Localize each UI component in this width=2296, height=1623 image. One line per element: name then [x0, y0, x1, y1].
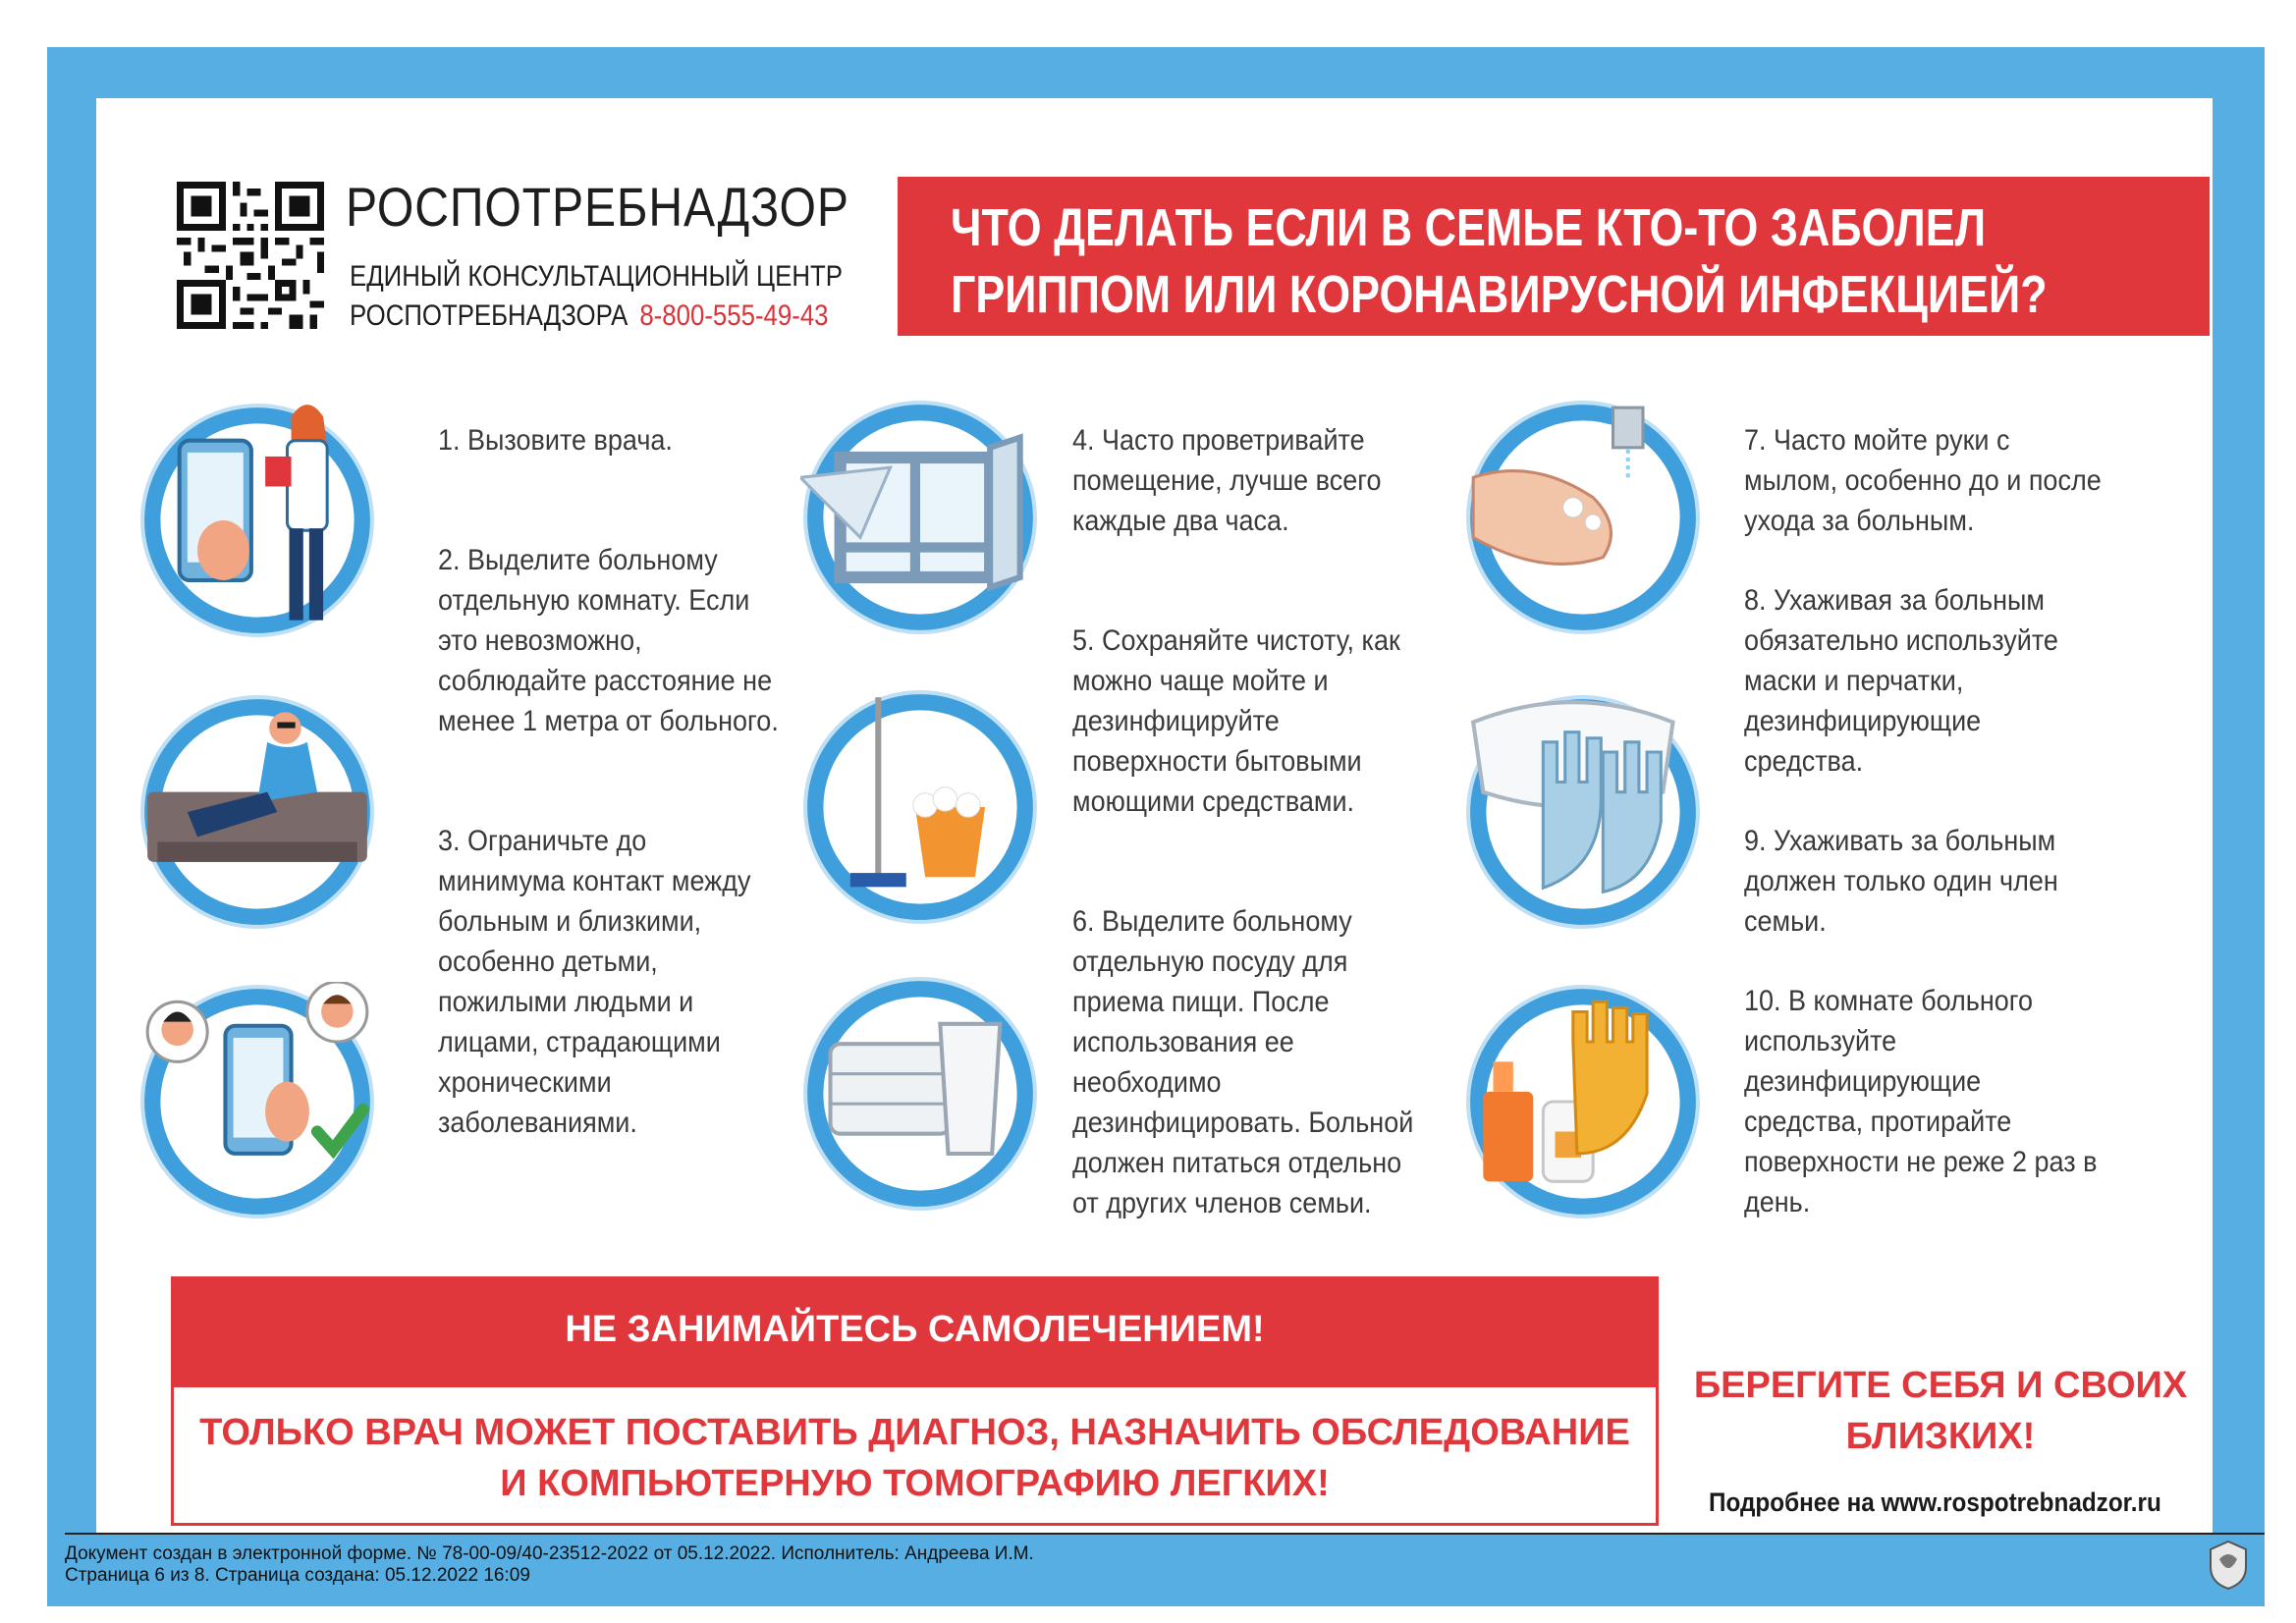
step-6: 6. Выделите больному отдельную посуду для приема пищи. После использования ее необходимо дезинфицировать. Больной должен питаться отдельно от других членов семьи.	[1072, 905, 1414, 1219]
step-9: 9. Ухаживать за больным должен только один член семьи.	[1744, 825, 2058, 938]
limited-contact-icon	[137, 982, 377, 1221]
take-care-slogan: БЕРЕГИТЕ СЕБЯ И СВОИХ БЛИЗКИХ!	[1693, 1365, 2188, 1457]
step-2: 2. Выделите больному отдельную комнату. Если это невозможно, соблюдайте расстояние не менее 1 метра от больного.	[438, 544, 779, 737]
title-banner	[898, 177, 2210, 336]
poster-title: ЧТО ДЕЛАТЬ ЕСЛИ В СЕМЬЕ КТО-ТО ЗАБОЛЕЛ ГРИППОМ ИЛИ КОРОНАВИРУСНОЙ ИНФЕКЦИЕЙ?	[951, 198, 2048, 324]
warning-banner-header	[174, 1279, 1656, 1387]
step-8: 8. Ухаживая за больным обязательно используйте маски и перчатки, дезинфицирующие средства.	[1744, 584, 2058, 778]
step-5: 5. Сохраняйте чистоту, как можно чаще мойте и дезинфицируйте поверхности бытовыми моющими средствами.	[1072, 624, 1400, 818]
coat-of-arms-icon	[2204, 1538, 2253, 1593]
step-10: 10. В комнате больного используйте дезинфицирующие средства, протирайте поверхности не реже 2 раз в день.	[1744, 985, 2098, 1218]
more-info-link[interactable]: Подробнее на www.rospotrebnadzor.ru	[1709, 1488, 2161, 1517]
footer-divider	[65, 1533, 2265, 1535]
consult-center-line2: РОСПОТРЕБНАДЗОРА 8-800-555-49-43	[350, 299, 829, 332]
footer-page-info: Страница 6 из 8. Страница создана: 05.12.2022 16:09	[65, 1565, 530, 1586]
step-1: 1. Вызовите врача.	[438, 424, 673, 457]
step-4: 4. Часто проветривайте помещение, лучше всего каждые два часа.	[1072, 424, 1382, 537]
footer-document-info: Документ создан в электронной форме. № 78-00-09/40-23512-2022 от 05.12.2022. Исполнитель: Андреева И.М.	[65, 1543, 1034, 1564]
step-7: 7. Часто мойте руки с мылом, особенно до и после ухода за больным.	[1744, 424, 2102, 537]
doctor-only-text: ТОЛЬКО ВРАЧ МОЖЕТ ПОСТАВИТЬ ДИАГНОЗ, НАЗНАЧИТЬ ОБСЛЕДОВАНИЕ И КОМПЬЮТЕРНУЮ ТОМОГРАФИЮ ЛЕГКИХ!	[199, 1412, 1630, 1504]
hotline-phone: 8-800-555-49-43	[639, 299, 829, 332]
dishes-icon	[800, 974, 1040, 1214]
mop-bucket-icon	[800, 687, 1040, 927]
no-self-treatment-heading: НЕ ЗАНИМАЙТЕСЬ САМОЛЕЧЕНИЕМ!	[565, 1309, 1265, 1350]
sick-person-sofa-icon	[137, 692, 377, 932]
hand-washing-icon	[1463, 398, 1703, 637]
warning-banner	[171, 1276, 1659, 1526]
qr-code	[177, 182, 324, 329]
mask-gloves-icon	[1463, 692, 1703, 932]
call-doctor-icon	[137, 401, 377, 640]
consult-center-line1: ЕДИНЫЙ КОНСУЛЬТАЦИОННЫЙ ЦЕНТР	[350, 260, 843, 293]
disinfectant-icon	[1463, 982, 1703, 1221]
window-ventilation-icon	[800, 398, 1040, 637]
step-3: 3. Ограничьте до минимума контакт между больным и близкими, особенно детьми, пожилыми людьми и лицами, страдающими хроническими заболеваниями.	[438, 825, 751, 1139]
org-name: РОСПОТРЕБНАДЗОР	[346, 176, 849, 238]
